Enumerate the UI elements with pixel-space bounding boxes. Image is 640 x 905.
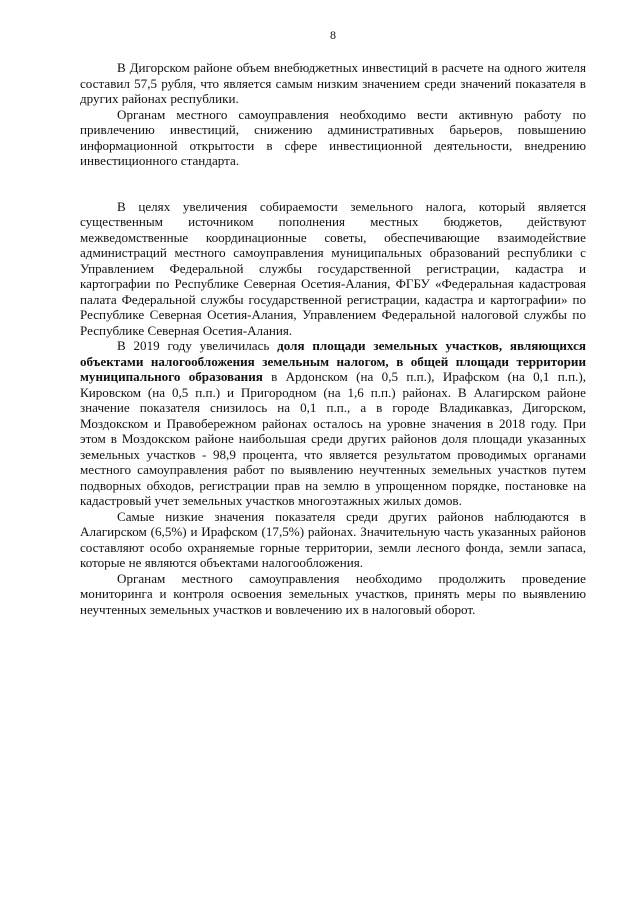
paragraph-land-share-rest: в Ардонском (на 0,5 п.п.), Ирафском (на 0,1 п.п.), Кировском (на 0,5 п.п.) и Пригородном (на 1,6 п.п.) районах. В Алагирском районе значение показателя снизилось на 0,1 п.п., а в городе Владикавказ, Дигорском, Моздокском и Правобережном районах осталось на уровне значения в 2018 году. При этом в Моздокском районе наибольшая среди других районов доля площади указанных земельных участков - 98,9 процента, что является результатом проводимых органами местного самоуправления работ по выявлению неучтенных земельных участков путем подворных обходов, регистрации прав на землю в упрощенном порядке, постановке на кадастровый учет земельных участков многоэтажных жилых домов. xyxy=(80,369,586,508)
paragraph-land-tax-councils: В целях увеличения собираемости земельного налога, который является существенным источником пополнения местных бюджетов, действуют межведомственные координационные советы, обеспечивающие взаимодействие администраций местного самоуправления муниципальных образований республики с Управлением Федеральной службы государственной регистрации, кадастра и картографии по Республике Северная Осетия-Алания, ФГБУ «Федеральная кадастровая палата Федеральной службы государственной регистрации, кадастра и картографии» по Республике Северная Осетия-Алания, Управлением Федеральной налоговой службы по Республике Северная Осетия-Алания. xyxy=(80,198,586,338)
paragraph-land-share-2019 xyxy=(80,338,586,509)
page-number: 8 xyxy=(330,28,336,42)
paragraph-investments-digora: В Дигорском районе объем внебюджетных инвестиций в расчете на одного жителя составил 57,5 рубля, что является самым низким значением среди значений показателя в других районах республики. xyxy=(80,60,586,106)
paragraph-land-recommendation: Органам местного самоуправления необходимо продолжить проведение мониторинга и контроля освоения земельных участков, принять меры по выявлению неучтенных земельных участков и вовлечению их в налоговый оборот. xyxy=(80,570,586,617)
paragraph-investments-recommendation: Органам местного самоуправления необходимо вести активную работу по привлечению инвестиций, снижению административных барьеров, повышению информационной открытости в сфере инвестиционной деятельности, внедрению инвестиционного стандарта. xyxy=(80,106,586,168)
document-page xyxy=(80,28,586,617)
paragraph-lowest-values: Самые низкие значения показателя среди других районов наблюдаются в Алагирском (6,5%) и Ирафском (17,5%) районах. Значительную часть указанных районов составляют особо охраняемые горные территории, земли лесного фонда, земли запаса, которые не являются объектами налогообложения. xyxy=(80,508,586,570)
paragraph-gap xyxy=(80,169,586,199)
paragraph-land-share-lead: В 2019 году увеличилась xyxy=(117,338,278,353)
indicator-name-bold: доля площади земельных участков, являющихся объектами налогообложения земельным налогом, в общей площади территории муниципального образования xyxy=(80,338,586,384)
